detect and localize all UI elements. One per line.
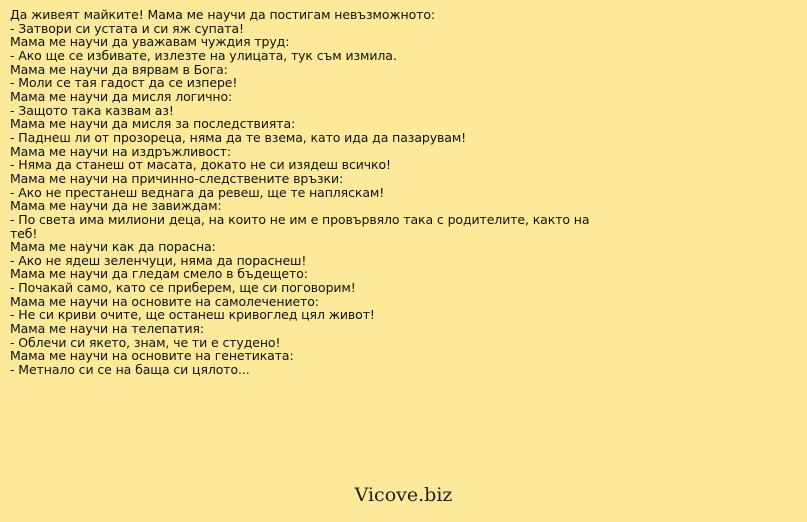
joke-line: - Почакай само, като се приберем, ще си поговорим!: [10, 280, 356, 296]
joke-heading: Да живеят майките! Мама ме научи да постигам невъзможното:: [10, 7, 435, 22]
joke-line: Мама ме научи да мисля логично:: [10, 88, 233, 104]
joke-line: Мама ме научи на издръжливост:: [10, 143, 232, 159]
joke-line: - Няма да станеш от масата, докато не си изядеш всичко!: [10, 157, 391, 173]
joke-line: Мама ме научи да вярвам в Бога:: [10, 61, 228, 77]
joke-line: - Ако ще се избивате, излезте на улицата, тук съм измила.: [10, 47, 397, 63]
joke-line: Мама ме научи на основите на генетиката:: [10, 348, 294, 364]
joke-line: - Не си криви очите, ще останеш кривоглед цял живот!: [10, 307, 375, 323]
joke-line: - Облечи си якето, знам, че ти е студено!: [10, 334, 281, 350]
site-watermark: Vicove.biz: [354, 484, 453, 506]
joke-line: - Метнало си се на баща си цялото...: [10, 362, 250, 378]
joke-line: Мама ме научи на причинно-следствените връзки:: [10, 170, 344, 186]
joke-line: - Ако не ядеш зеленчуци, няма да пораснеш!: [10, 252, 307, 268]
joke-line: - Затвори си устата и си яж супата!: [10, 20, 244, 36]
joke-line: Мама ме научи как да порасна:: [10, 239, 216, 255]
joke-line: Мама ме научи да уважавам чуждия труд:: [10, 34, 290, 50]
joke-line: Мама ме научи да не завиждам:: [10, 198, 222, 214]
joke-line: Мама ме научи на основите на самолечението:: [10, 293, 319, 309]
joke-text: [10, 8, 590, 377]
joke-line: Мама ме научи да гледам смело в бъдещето:: [10, 266, 308, 282]
joke-line: - Моли се тая гадост да се изпере!: [10, 75, 238, 91]
joke-line: - Паднеш ли от прозореца, няма да те взема, като ида да пазарувам!: [10, 129, 467, 145]
joke-line: - Ако не престанеш веднага да ревеш, ще те напляскам!: [10, 184, 385, 200]
joke-line: Мама ме научи да мисля за последствията:: [10, 116, 296, 132]
joke-line: Мама ме научи на телепатия:: [10, 321, 205, 337]
joke-line: - Защото така казвам аз!: [10, 102, 174, 118]
joke-line: - По света има милиони деца, на които не им е провървяло така с родителите, както на теб!: [10, 211, 590, 241]
